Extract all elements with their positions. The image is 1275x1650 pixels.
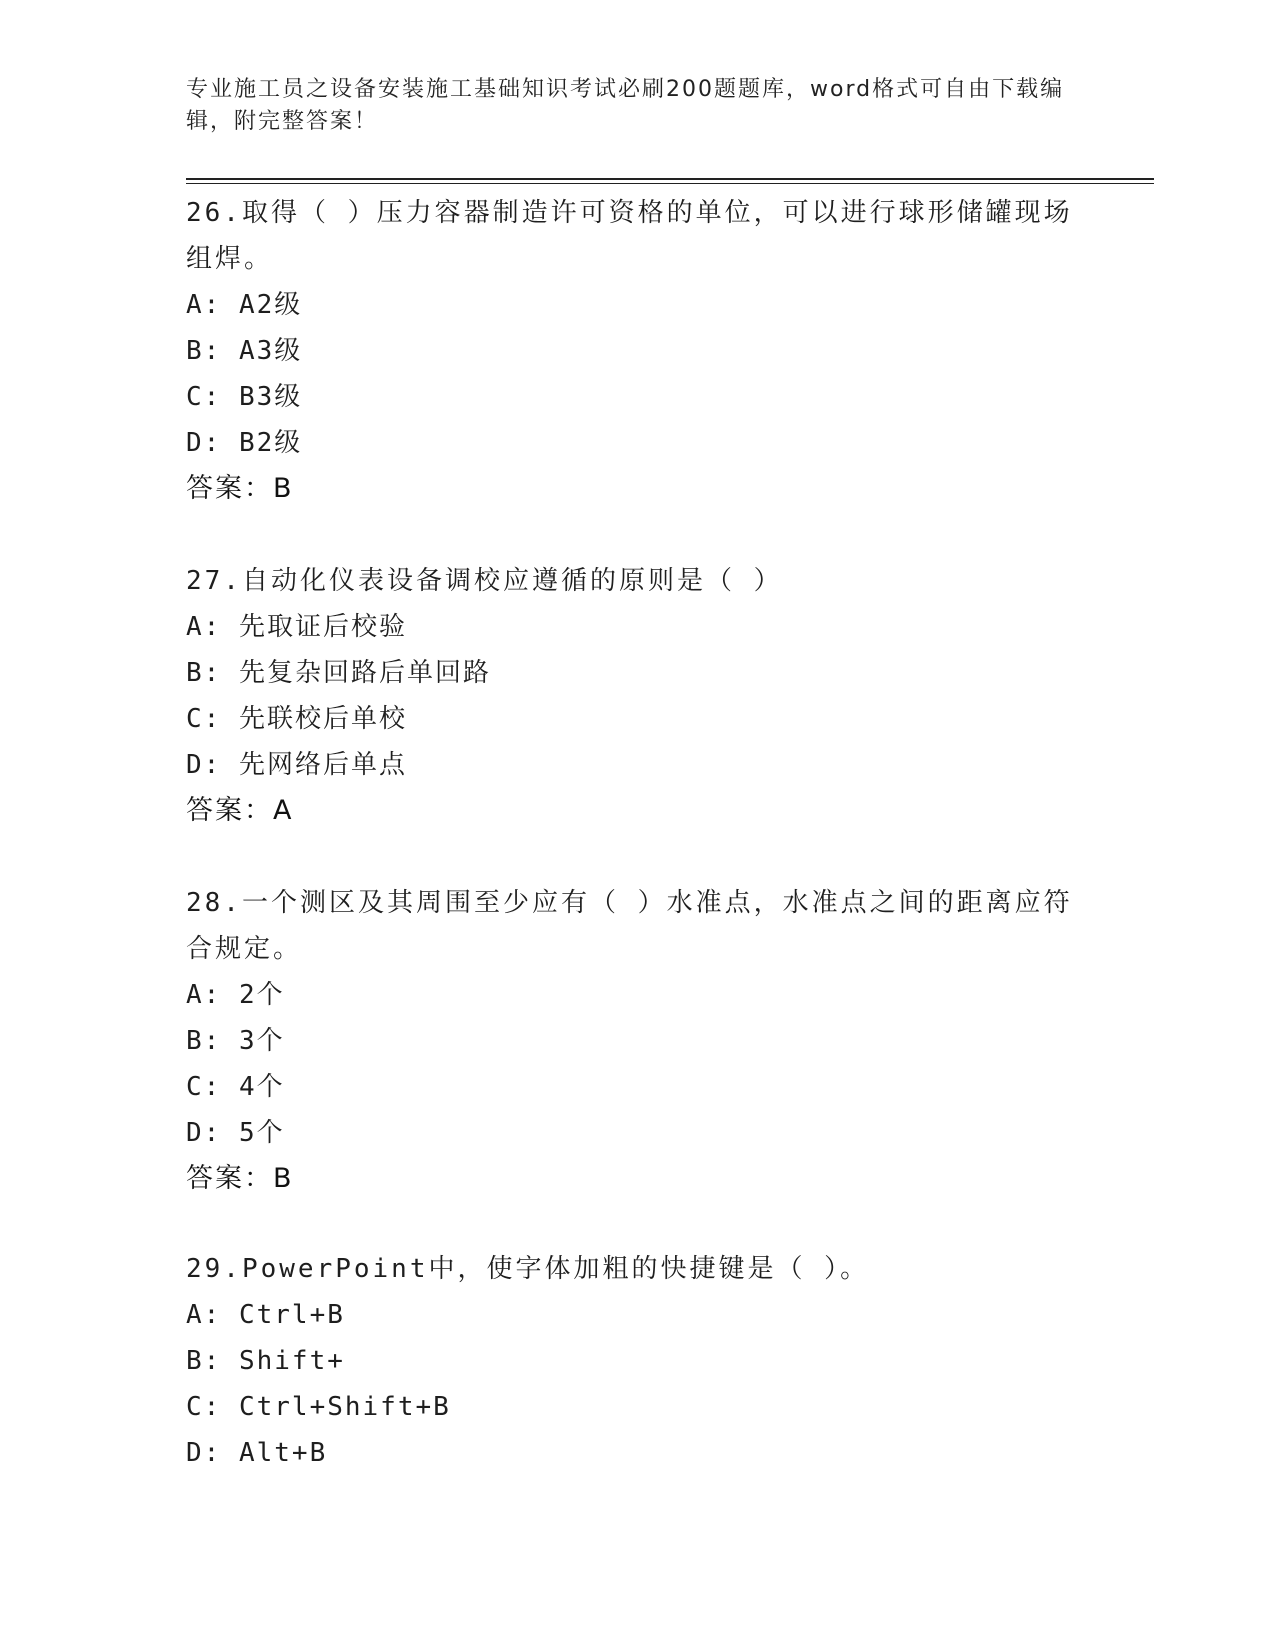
header-divider — [186, 178, 1154, 180]
question-stem: 28.一个测区及其周围至少应有（ ）水准点，水准点之间的距离应符合规定。 — [186, 888, 1073, 964]
option-d: D: B2级 — [186, 428, 303, 458]
answer: 答案：A — [186, 795, 294, 826]
option-a: A: A2级 — [186, 290, 303, 320]
option-b: B: 先复杂回路后单回路 — [186, 658, 491, 688]
question-27 — [186, 558, 1086, 834]
question-28 — [186, 880, 1086, 1202]
option-d: D: Alt+B — [186, 1438, 328, 1468]
answer: 答案：B — [186, 1163, 294, 1194]
option-b: B: A3级 — [186, 336, 303, 366]
option-a: A: Ctrl+B — [186, 1300, 345, 1330]
question-26 — [186, 190, 1086, 512]
option-c: C: Ctrl+Shift+B — [186, 1392, 451, 1422]
option-c: C: B3级 — [186, 382, 303, 412]
option-a: A: 先取证后校验 — [186, 612, 407, 642]
option-d: D: 5个 — [186, 1118, 285, 1148]
answer: 答案：B — [186, 473, 294, 504]
option-b: B: 3个 — [186, 1026, 285, 1056]
document-header — [186, 74, 1086, 138]
option-c: C: 4个 — [186, 1072, 285, 1102]
option-c: C: 先联校后单校 — [186, 704, 407, 734]
question-stem: 29.PowerPoint中，使字体加粗的快捷键是（ ）。 — [186, 1254, 870, 1284]
option-b: B: Shift+ — [186, 1346, 345, 1376]
question-stem: 26.取得（ ）压力容器制造许可资格的单位，可以进行球形储罐现场组焊。 — [186, 198, 1073, 274]
header-title: 专业施工员之设备安装施工基础知识考试必刷200题题库，word格式可自由下载编辑，附完整答案！ — [186, 77, 1065, 134]
question-stem: 27.自动化仪表设备调校应遵循的原则是（ ） — [186, 566, 783, 596]
question-29 — [186, 1246, 1086, 1476]
option-d: D: 先网络后单点 — [186, 750, 407, 780]
header-divider-thin — [186, 183, 1154, 184]
option-a: A: 2个 — [186, 980, 285, 1010]
